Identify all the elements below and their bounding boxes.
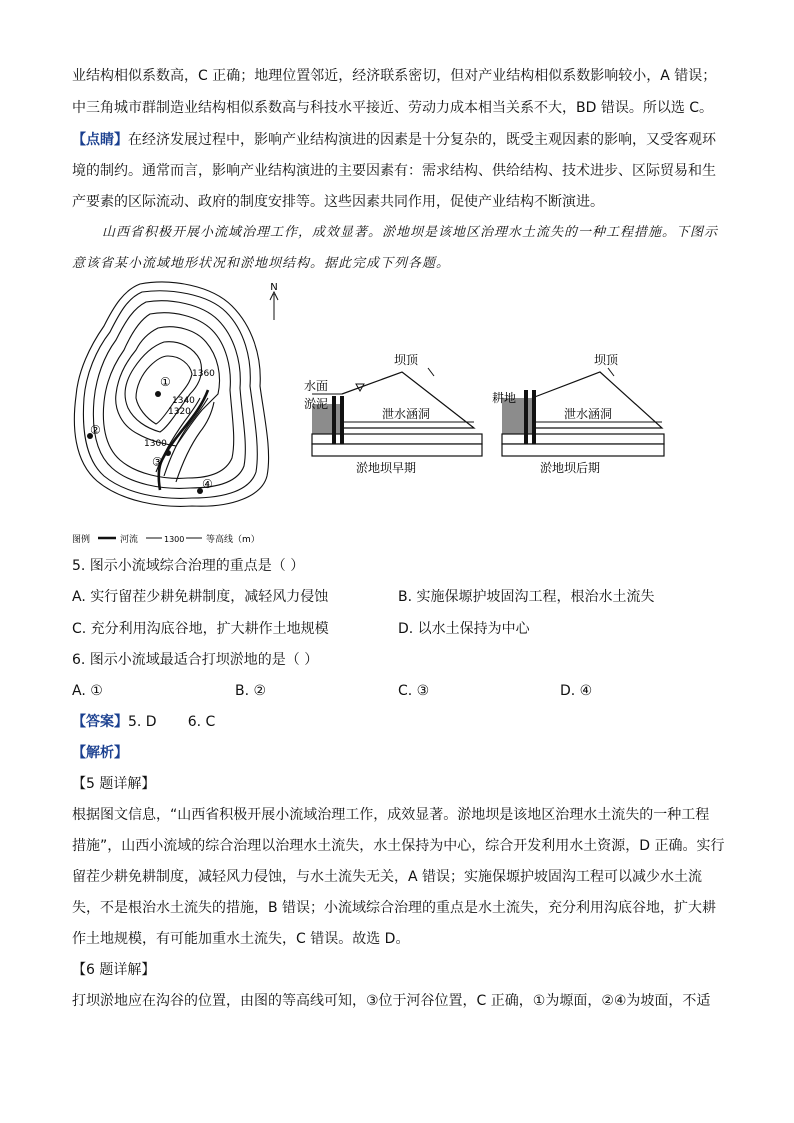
- q6-option-a: A. ①: [72, 683, 103, 699]
- dam-top-label: 坝顶: [594, 353, 619, 367]
- culvert-label: 泄水涵洞: [382, 407, 431, 421]
- answer-line: [72, 712, 215, 732]
- vertical-pipe: [332, 396, 336, 444]
- water-label: 水面: [304, 379, 329, 393]
- point-label: ④: [202, 477, 213, 491]
- topo-map: [62, 276, 292, 546]
- text-line: 失，不是根治水土流失的措施，B 错误；小流域综合治理的重点是水土流失，充分利用沟底谷地，扩大耕: [72, 900, 717, 916]
- question-5-stem: 5. 图示小流域综合治理的重点是（ ）: [72, 558, 305, 574]
- q5-option-c: C. 充分利用沟底谷地，扩大耕作土地规模: [72, 621, 329, 637]
- point-label: ②: [90, 423, 101, 437]
- text-line: 留茬少耕免耕制度，减轻风力侵蚀，与水土流失无关，A 错误；实施保塬护坡固沟工程可以减少水土流: [72, 869, 703, 885]
- legend-contour: 等高线（m）: [206, 535, 260, 545]
- dianjing-label: 【点睛】: [72, 132, 128, 148]
- dam-base: [312, 434, 482, 444]
- question-6-stem: 6. 图示小流域最适合打坝淤地的是（ ）: [72, 652, 319, 668]
- contour-label: 1360: [192, 369, 215, 379]
- text-span: 在经济发展过程中，影响产业结构演进的因素是十分复杂的，既受主观因素的影响，又受客观环: [128, 132, 716, 148]
- contour-label: 1340: [172, 396, 195, 406]
- dam-late-caption: 淤地坝后期: [540, 461, 601, 475]
- q6-option-b: B. ②: [235, 683, 267, 699]
- q5-detail-label: 【5 题详解】: [72, 776, 156, 792]
- farmland-label: 耕地: [492, 391, 517, 405]
- vertical-pipe: [524, 390, 528, 444]
- contour-line: [74, 282, 268, 506]
- point-1-marker: [155, 391, 161, 397]
- culvert-label: 泄水涵洞: [564, 407, 613, 421]
- q5-option-d: D. 以水土保持为中心: [398, 621, 530, 637]
- text-line: 根据图文信息，“山西省积极开展小流域治理工作，成效显著。淤地坝是该地区治理水土流失的一种工程: [72, 807, 710, 823]
- north-label: N: [270, 282, 278, 293]
- text-line: 打坝淤地应在沟谷的位置，由图的等高线可知，③位于河谷位置，C 正确，①为塬面，②④为坡面，不适: [72, 993, 711, 1009]
- dam-top-label: 坝顶: [394, 353, 419, 367]
- legend-river: 河流: [120, 535, 139, 545]
- q5-option-b: B. 实施保塬护坡固沟工程，根治水土流失: [398, 589, 655, 605]
- intro-line: 山西省积极开展小流域治理工作，成效显著。淤地坝是该地区治理水土流失的一种工程措施。下图示: [102, 225, 719, 240]
- text-line: 产要素的区际流动、政府的制度安排等。这些因素共同作用，促使产业结构不断演进。: [72, 194, 604, 210]
- answer-text: 5. D 6. C: [128, 714, 216, 730]
- q6-detail-label: 【6 题详解】: [72, 962, 156, 978]
- dianjing-line: [72, 130, 716, 150]
- q6-option-d: D. ④: [560, 683, 593, 699]
- text-line: 境的制约。通常而言，影响产业结构演进的主要因素有：需求结构、供给结构、技术进步、区际贸易和生: [72, 163, 716, 179]
- analysis-label: 【解析】: [72, 745, 128, 761]
- dam-early-caption: 淤地坝早期: [356, 461, 417, 475]
- text-line: 作土地规模，有可能加重水土流失，C 错误。故选 D。: [72, 931, 410, 947]
- intro-line: 意该省某小流域地形状况和淤地坝结构。据此完成下列各题。: [72, 256, 451, 271]
- silt-label: 淤泥: [304, 397, 329, 411]
- dam-early-diagram: [302, 346, 492, 476]
- point-3-marker: [165, 450, 171, 456]
- contour-label: 1300: [144, 439, 167, 449]
- q6-option-c: C. ③: [398, 683, 430, 699]
- point-label: ③: [152, 455, 163, 469]
- contour-label: 1320: [168, 407, 191, 417]
- dam-late-diagram: [490, 346, 670, 476]
- legend-label: 图例: [72, 535, 91, 545]
- text-line: 业结构相似系数高，C 正确；地理位置邻近，经济联系密切，但对产业结构相似系数影响较小，A 错误；: [72, 68, 717, 84]
- q5-option-a: A. 实行留茬少耕免耕制度，减轻风力侵蚀: [72, 589, 329, 605]
- point-label: ①: [160, 375, 171, 389]
- answer-label: 【答案】: [72, 714, 128, 730]
- text-line: 中三角城市群制造业结构相似系数高与科技水平接近、劳动力成本相当关系不大，BD 错误。所以选 C。: [72, 100, 714, 116]
- legend-contour-value: 1300: [164, 535, 185, 544]
- text-line: 措施”，山西小流域的综合治理以治理水土流失，水土保持为中心，综合开发利用水土资源，D 正确。实行: [72, 838, 725, 854]
